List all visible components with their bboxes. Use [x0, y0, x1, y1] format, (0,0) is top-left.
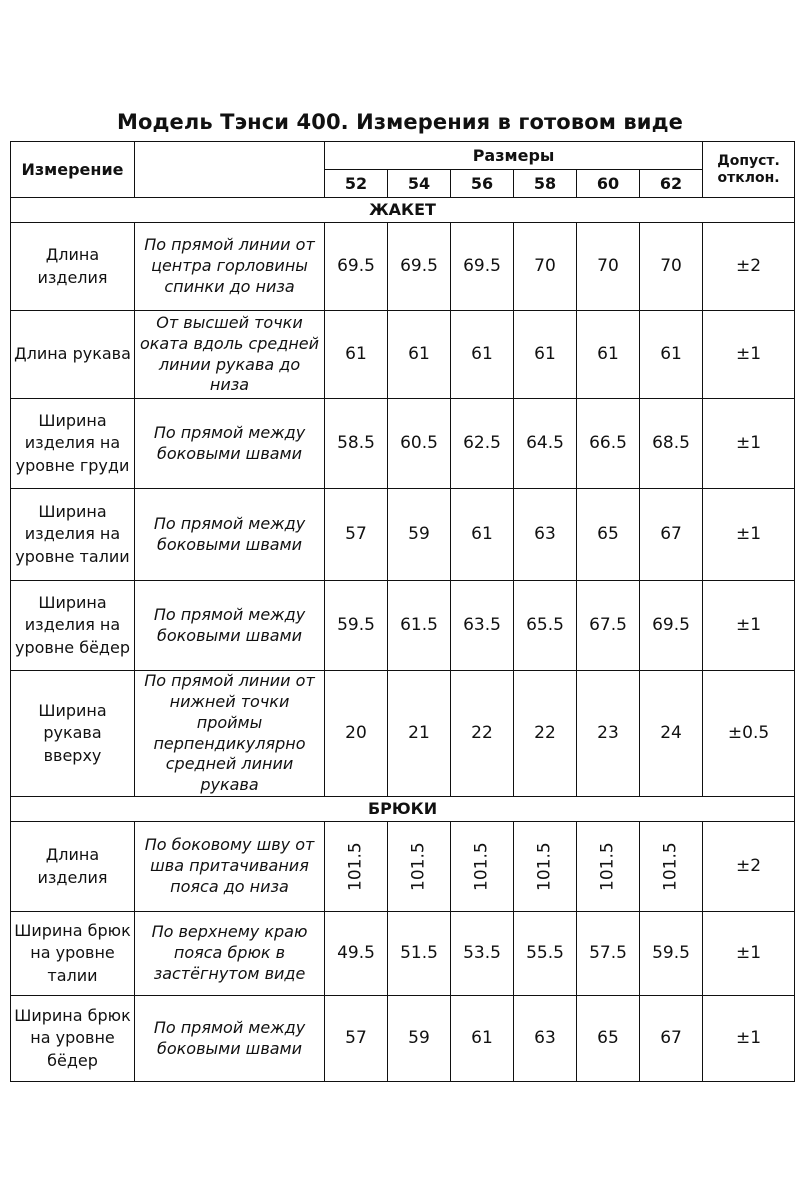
value-cell: 61 — [514, 311, 577, 399]
value-cell: 69.5 — [640, 581, 703, 671]
tolerance-cell: ±1 — [703, 311, 795, 399]
measurement-name: Длина изделия — [11, 223, 135, 311]
measurement-description: По прямой между боковыми швами — [135, 581, 325, 671]
measurement-description: По боковому шву от шва притачивания пояса до низа — [135, 822, 325, 912]
value-cell: 24 — [640, 671, 703, 797]
value-cell: 58.5 — [325, 399, 388, 489]
tolerance-cell: ±1 — [703, 489, 795, 581]
measurement-name: Ширина брюк на уровне бёдер — [11, 996, 135, 1082]
value-cell: 69.5 — [325, 223, 388, 311]
value-cell: 55.5 — [514, 912, 577, 996]
value-cell: 65.5 — [514, 581, 577, 671]
measurement-name: Ширина брюк на уровне талии — [11, 912, 135, 996]
value-cell: 61 — [451, 311, 514, 399]
value-cell — [388, 822, 451, 912]
value-text: 101.5 — [597, 842, 618, 891]
measurement-name: Длина изделия — [11, 822, 135, 912]
value-cell: 65 — [577, 489, 640, 581]
size-cell: 58 — [514, 170, 577, 198]
measurement-description: По прямой между боковыми швами — [135, 489, 325, 581]
measurement-name: Ширина изделия на уровне талии — [11, 489, 135, 581]
measurement-description: По верхнему краю пояса брюк в застёгнутом виде — [135, 912, 325, 996]
value-cell: 70 — [640, 223, 703, 311]
value-cell: 61 — [388, 311, 451, 399]
tolerance-cell: ±0.5 — [703, 671, 795, 797]
value-cell: 64.5 — [514, 399, 577, 489]
measurement-description: По прямой линии от нижней точки проймы перпендикулярно средней линии рукава — [135, 671, 325, 797]
value-cell — [325, 822, 388, 912]
value-text: 101.5 — [408, 842, 429, 891]
value-cell: 68.5 — [640, 399, 703, 489]
value-cell: 63 — [514, 489, 577, 581]
value-cell: 60.5 — [388, 399, 451, 489]
table-body — [11, 142, 795, 1082]
tolerance-cell: ±1 — [703, 581, 795, 671]
value-cell: 63 — [514, 996, 577, 1082]
tolerance-cell: ±1 — [703, 399, 795, 489]
tolerance-cell: ±2 — [703, 223, 795, 311]
table-row — [11, 996, 795, 1082]
section-row — [11, 198, 795, 223]
table-row — [11, 822, 795, 912]
header-measurement: Измерение — [11, 142, 135, 198]
value-cell: 59.5 — [640, 912, 703, 996]
value-cell — [640, 822, 703, 912]
value-cell — [451, 822, 514, 912]
value-cell: 69.5 — [451, 223, 514, 311]
table-row — [11, 581, 795, 671]
tolerance-cell: ±1 — [703, 996, 795, 1082]
value-cell: 61.5 — [388, 581, 451, 671]
header-tolerance: Допуст. отклон. — [703, 142, 795, 198]
size-cell: 60 — [577, 170, 640, 198]
table-row — [11, 223, 795, 311]
value-cell: 57 — [325, 996, 388, 1082]
measurement-name: Ширина изделия на уровне бёдер — [11, 581, 135, 671]
header-sizes: Размеры — [325, 142, 703, 170]
value-cell: 22 — [451, 671, 514, 797]
size-cell: 56 — [451, 170, 514, 198]
value-cell: 23 — [577, 671, 640, 797]
page-title: Модель Тэнси 400. Измерения в готовом виде — [116, 110, 684, 134]
value-text: 101.5 — [534, 842, 555, 891]
value-cell: 51.5 — [388, 912, 451, 996]
value-cell: 63.5 — [451, 581, 514, 671]
value-cell: 53.5 — [451, 912, 514, 996]
table-row — [11, 489, 795, 581]
value-cell: 57.5 — [577, 912, 640, 996]
value-cell: 69.5 — [388, 223, 451, 311]
value-cell — [577, 822, 640, 912]
value-cell: 59.5 — [325, 581, 388, 671]
measurement-description: От высшей точки оката вдоль средней линии рукава до низа — [135, 311, 325, 399]
value-cell: 59 — [388, 996, 451, 1082]
table-row — [11, 671, 795, 797]
measurement-name: Длина рукава — [11, 311, 135, 399]
header-row — [11, 142, 795, 170]
value-cell: 70 — [514, 223, 577, 311]
measurement-description: По прямой между боковыми швами — [135, 399, 325, 489]
tolerance-cell: ±1 — [703, 912, 795, 996]
value-cell: 57 — [325, 489, 388, 581]
measurement-name: Ширина рукава вверху — [11, 671, 135, 797]
value-cell: 66.5 — [577, 399, 640, 489]
measurements-table — [10, 141, 795, 1082]
section-title: ЖАКЕТ — [11, 198, 795, 223]
table-row — [11, 311, 795, 399]
value-cell: 61 — [325, 311, 388, 399]
value-cell: 61 — [640, 311, 703, 399]
measurement-description: По прямой линии от центра горловины спинки до низа — [135, 223, 325, 311]
table-row — [11, 912, 795, 996]
value-text: 101.5 — [345, 842, 366, 891]
header-description — [135, 142, 325, 198]
value-cell: 49.5 — [325, 912, 388, 996]
value-cell: 61 — [451, 489, 514, 581]
value-cell — [514, 822, 577, 912]
table-row — [11, 399, 795, 489]
value-cell: 22 — [514, 671, 577, 797]
value-text: 101.5 — [471, 842, 492, 891]
size-cell: 62 — [640, 170, 703, 198]
value-cell: 70 — [577, 223, 640, 311]
measurement-description: По прямой между боковыми швами — [135, 996, 325, 1082]
value-cell: 62.5 — [451, 399, 514, 489]
section-title: БРЮКИ — [11, 797, 795, 822]
value-text: 101.5 — [660, 842, 681, 891]
measurement-name: Ширина изделия на уровне груди — [11, 399, 135, 489]
value-cell: 67 — [640, 996, 703, 1082]
section-row — [11, 797, 795, 822]
size-cell: 52 — [325, 170, 388, 198]
value-cell: 67 — [640, 489, 703, 581]
value-cell: 59 — [388, 489, 451, 581]
value-cell: 20 — [325, 671, 388, 797]
value-cell: 21 — [388, 671, 451, 797]
value-cell: 61 — [577, 311, 640, 399]
tolerance-cell: ±2 — [703, 822, 795, 912]
size-cell: 54 — [388, 170, 451, 198]
value-cell: 61 — [451, 996, 514, 1082]
value-cell: 67.5 — [577, 581, 640, 671]
value-cell: 65 — [577, 996, 640, 1082]
